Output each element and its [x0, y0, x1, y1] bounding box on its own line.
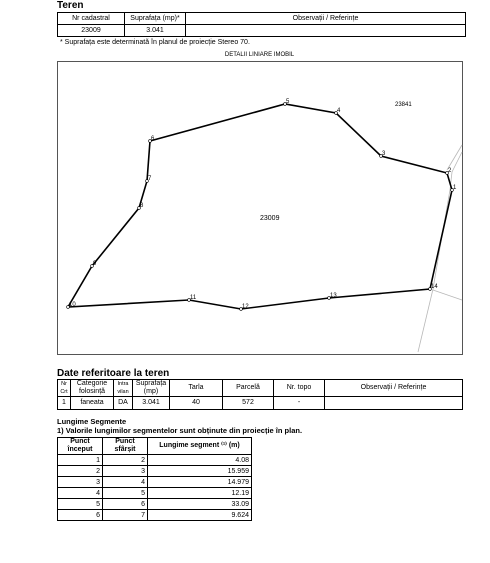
vertex-label: 3	[382, 151, 386, 157]
segment-start: 1	[58, 455, 103, 466]
neighbor-boundary-right	[433, 290, 462, 300]
header-punct-sfarsit: Punct sfârșit	[103, 438, 148, 455]
vertex-label: 13	[330, 293, 337, 299]
vertex-label: 8	[140, 203, 144, 209]
lungime-table	[57, 437, 252, 521]
header-nr-crt: Nr Crt	[58, 380, 71, 397]
date-ref-header-row	[58, 380, 463, 397]
parcel-points	[67, 99, 457, 310]
vertex-label: 5	[286, 99, 290, 105]
segment-end: 4	[103, 477, 148, 488]
segment-length: 14.979	[148, 477, 252, 488]
table-row	[58, 466, 252, 477]
vertex-label: 6	[151, 136, 155, 142]
vertex-label: 14	[431, 284, 438, 290]
header-tarla: Tarla	[170, 380, 223, 397]
cell-nr-crt: 1	[58, 397, 71, 410]
table-row	[58, 455, 252, 466]
header-observatii-ref: Observații / Referințe	[325, 380, 463, 397]
segment-end: 6	[103, 499, 148, 510]
cell-suprafata-ref: 3.041	[133, 397, 170, 410]
map-title: DETALII LINIARE IMOBIL	[224, 52, 295, 58]
vertex-label: 2	[448, 168, 452, 174]
segment-start: 6	[58, 510, 103, 521]
teren-title: Teren	[57, 0, 84, 11]
vertex-label: 4	[337, 108, 341, 114]
segment-end: 7	[103, 510, 148, 521]
vertex-label: 11	[190, 295, 197, 301]
header-nr-topo: Nr. topo	[274, 380, 325, 397]
parcel-outline	[68, 104, 452, 309]
segment-start: 2	[58, 466, 103, 477]
cell-nr-cadastral: 23009	[58, 25, 125, 37]
header-categorie: Categorie folosință	[71, 380, 114, 397]
segment-end: 3	[103, 466, 148, 477]
header-parcela: Parcelă	[223, 380, 274, 397]
header-nr-cadastral: Nr cadastral	[58, 13, 125, 25]
segment-end: 5	[103, 488, 148, 499]
vertex-label: 10	[69, 302, 76, 308]
header-intravilan: Intra vilan	[114, 380, 133, 397]
lungime-header-row	[58, 438, 252, 455]
vertex-label: 1	[453, 185, 457, 191]
lungime-subtitle: 1) Valorile lungimilor segmentelor sunt obținute din proiecție în plan.	[57, 426, 303, 435]
cell-parcela: 572	[223, 397, 274, 410]
segment-end: 2	[103, 455, 148, 466]
table-row	[58, 477, 252, 488]
segment-length: 15.959	[148, 466, 252, 477]
header-observatii: Observații / Referințe	[186, 13, 466, 25]
segment-start: 3	[58, 477, 103, 488]
header-suprafata: Suprafața (mp)*	[125, 13, 186, 25]
cell-intravilan: DA	[114, 397, 133, 410]
cell-nr-topo: -	[274, 397, 325, 410]
header-punct-inceput: Punct început	[58, 438, 103, 455]
vertex-label: 9	[93, 261, 97, 267]
cell-observatii-ref	[325, 397, 463, 410]
cell-suprafata: 3.041	[125, 25, 186, 37]
neighbor-boundary	[418, 152, 462, 352]
vertex-label: 7	[148, 176, 152, 182]
table-row	[58, 499, 252, 510]
segment-length: 12.19	[148, 488, 252, 499]
date-ref-title: Date referitoare la teren	[57, 368, 170, 379]
segment-length: 9.624	[148, 510, 252, 521]
cell-tarla: 40	[170, 397, 223, 410]
cell-categorie: faneata	[71, 397, 114, 410]
header-suprafata-ref: Suprafața (mp)	[133, 380, 170, 397]
header-lungime: Lungime segment ⁽¹⁾ (m)	[148, 438, 252, 455]
segment-start: 4	[58, 488, 103, 499]
parcel-label: 23009	[260, 215, 280, 222]
neighbor-label: 23841	[395, 102, 412, 108]
teren-note: * Suprafața este determinată în planul de proiecție Stereo 70.	[60, 39, 250, 46]
lungime-rows	[58, 455, 252, 521]
segment-length: 33.09	[148, 499, 252, 510]
segment-start: 5	[58, 499, 103, 510]
lungime-title: Lungime Segmente	[57, 417, 127, 426]
date-ref-table	[57, 379, 463, 410]
table-row	[58, 488, 252, 499]
table-row	[58, 510, 252, 521]
segment-length: 4.08	[148, 455, 252, 466]
vertex-label: 12	[242, 304, 249, 310]
date-ref-data-row	[58, 397, 463, 410]
